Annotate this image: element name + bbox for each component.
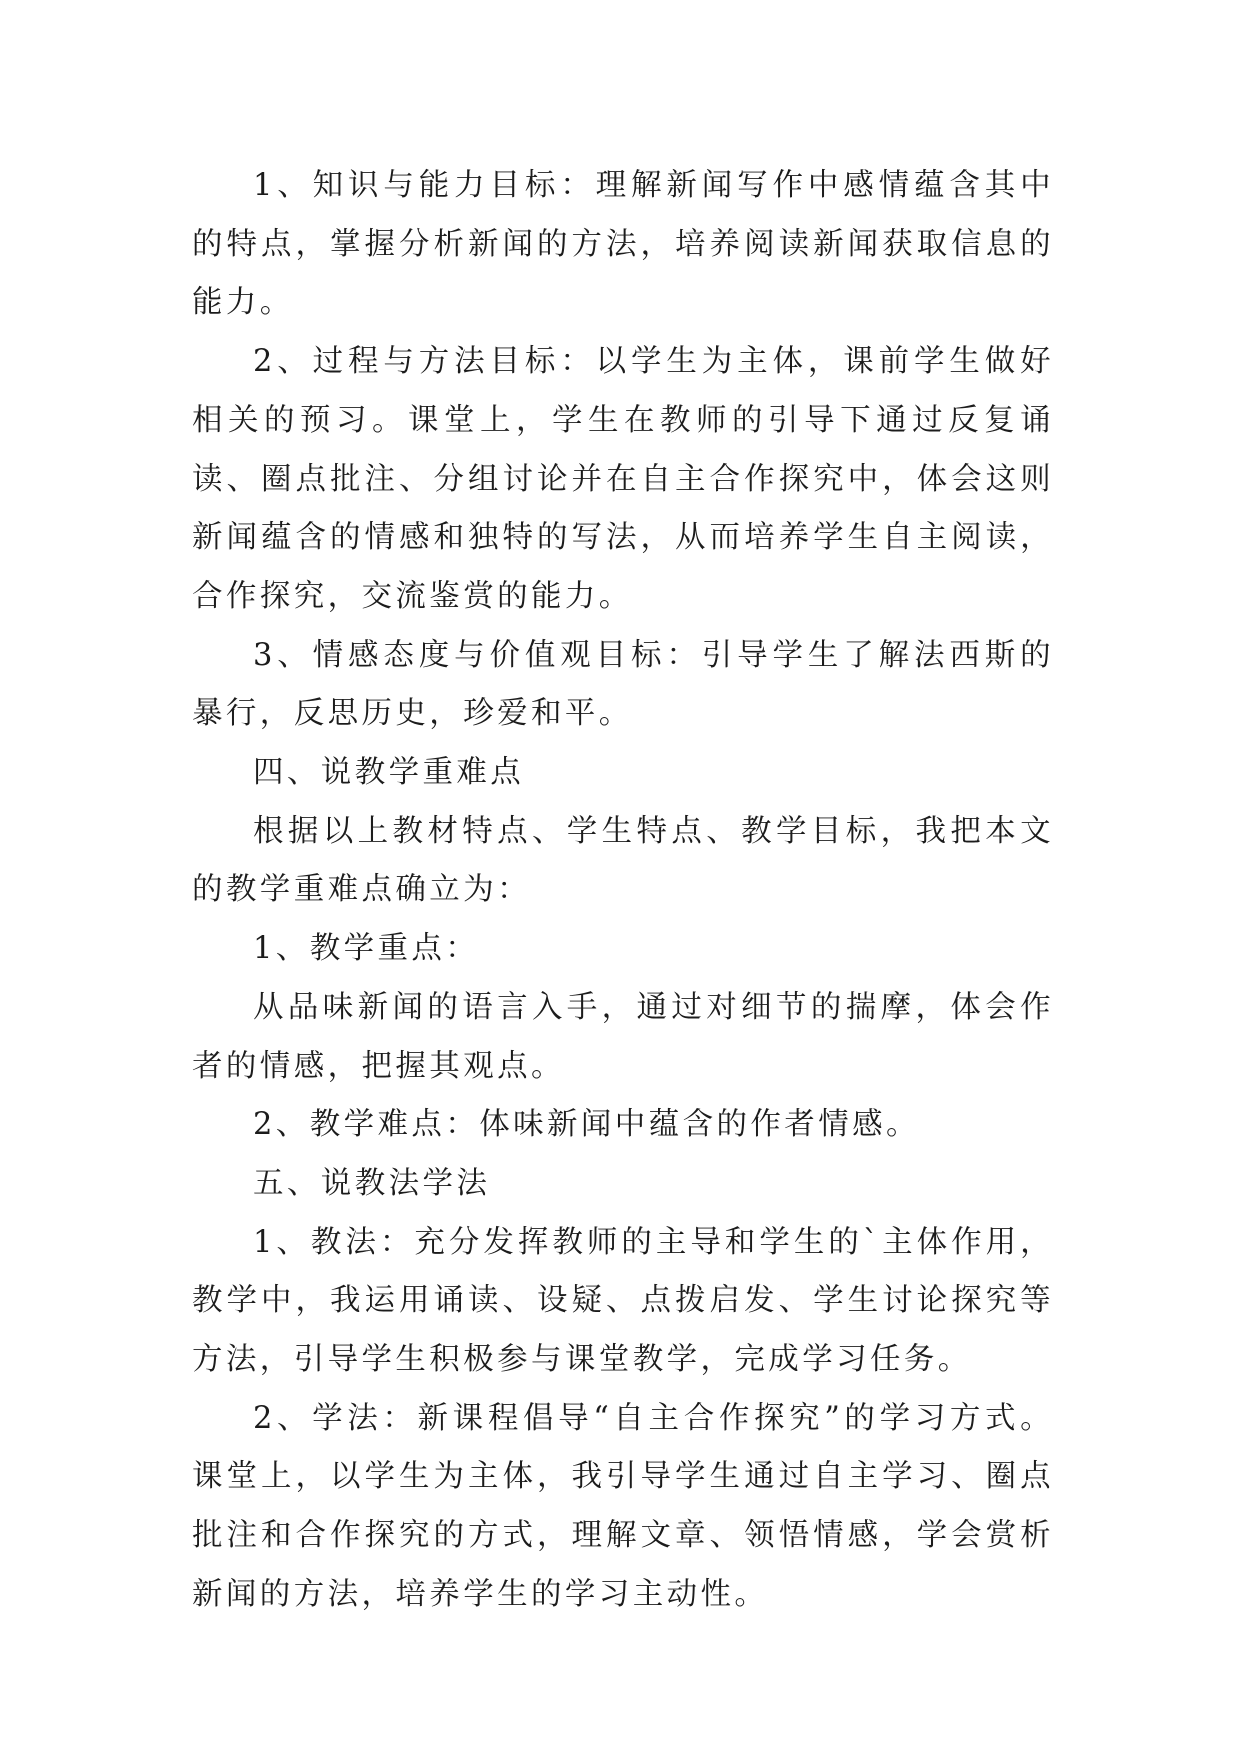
document-body [192,157,1054,1625]
paragraph-emotion-goal: 3、情感态度与价值观目标：引导学生了解法西斯的暴行，反思历史，珍爱和平。 [192,637,1054,732]
paragraph-teaching-method: 1、教法：充分发挥教师的主导和学生的`主体作用，教学中，我运用诵读、设疑、点拨启发、学生讨论探究等方法，引导学生积极参与课堂教学，完成学习任务。 [192,1224,1054,1378]
section-heading-key-points: 四、说教学重难点 [253,755,525,791]
paragraph-learning-method: 2、学法：新课程倡导“自主合作探究”的学习方式。课堂上，以学生为主体，我引导学生通过自主学习、圈点批注和合作探究的方式，理解文章、领悟情感，学会赏析新闻的方法，培养学生的学习主动性。 [192,1400,1054,1612]
paragraph-process-goal: 2、过程与方法目标：以学生为主体，课前学生做好相关的预习。课堂上，学生在教师的引导下通过反复诵读、圈点批注、分组讨论并在自主合作探究中，体会这则新闻蕴含的情感和独特的写法，从而培养学生自主阅读，合作探究，交流鉴赏的能力。 [192,344,1054,614]
paragraph-teaching-difficulty: 2、教学难点：体味新闻中蕴含的作者情感。 [253,1107,920,1143]
paragraph-knowledge-goal: 1、知识与能力目标：理解新闻写作中感情蕴含其中的特点，掌握分析新闻的方法，培养阅读新闻获取信息的能力。 [192,168,1054,321]
section-heading-methods: 五、说教法学法 [253,1165,491,1201]
paragraph-key-points-intro: 根据以上教材特点、学生特点、教学目标，我把本文的教学重难点确立为： [192,813,1054,908]
paragraph-teaching-focus: 从品味新闻的语言入手，通过对细节的揣摩，体会作者的情感，把握其观点。 [192,989,1054,1084]
paragraph-teaching-focus-heading: 1、教学重点： [253,931,480,967]
